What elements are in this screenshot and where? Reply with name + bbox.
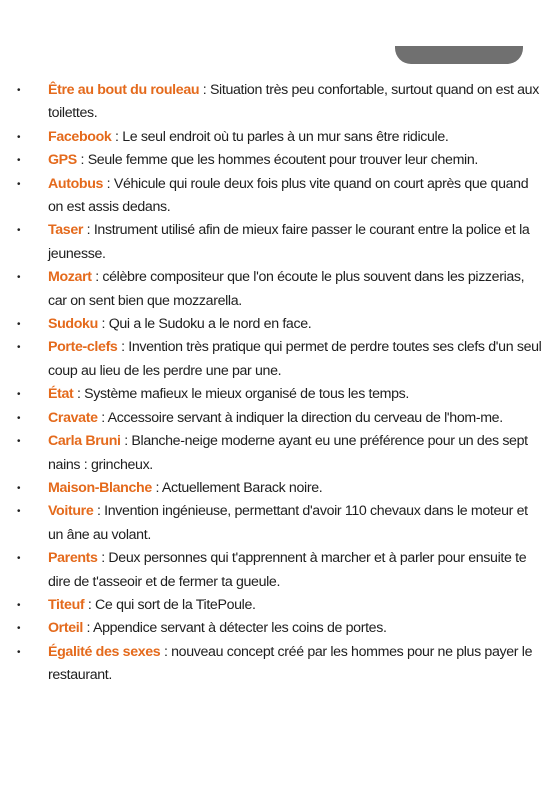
term: Parents [48, 550, 98, 567]
term: Autobus [48, 175, 104, 192]
bullet-icon: • [17, 599, 21, 611]
definition: : Système mafieux le mieux organisé de tous les temps. [73, 386, 410, 403]
list-item [14, 594, 544, 617]
definition: : Ce qui sort de la TitePoule. [84, 596, 256, 613]
definition: : Deux personnes qui t'apprennent à marcher et à parler pour ensuite te dire de t'asseoir et de fermer ta gueule. [48, 550, 527, 590]
definition: : Appendice servant à détecter les coins de portes. [82, 620, 387, 637]
definition: : Situation très peu confortable, surtout quand on est aux toilettes. [48, 82, 539, 122]
bullet-icon: • [17, 272, 21, 284]
term: Taser [48, 222, 84, 239]
definition-list [14, 79, 544, 688]
definition: : célèbre compositeur que l'on écoute le plus souvent dans les pizzerias, car on sent bien que mozzarella. [48, 269, 525, 309]
list-item [14, 617, 544, 640]
term: Sudoku [48, 316, 98, 333]
term: Cravate [48, 409, 98, 426]
term: Carla Bruni [48, 433, 121, 450]
list-item [14, 79, 544, 126]
term: Porte-clefs [48, 339, 118, 356]
list-item [14, 407, 544, 430]
list-item [14, 266, 544, 313]
definition: : Instrument utilisé afin de mieux faire passer le courant entre la police et la jeunesse. [48, 222, 530, 262]
definition: : Véhicule qui roule deux fois plus vite quand on court après que quand on est assis dedans. [48, 175, 529, 216]
bullet-icon: • [17, 178, 21, 190]
list-item [14, 219, 544, 266]
bullet-icon: • [17, 85, 21, 96]
bullet-icon: • [17, 131, 21, 143]
definition: : Qui a le Sudoku a le nord en face. [97, 316, 312, 333]
list-item [14, 149, 544, 172]
list-item [14, 383, 544, 406]
bullet-icon: • [17, 389, 21, 401]
list-item [14, 173, 544, 220]
bullet-icon: • [17, 553, 21, 565]
term: Mozart [48, 269, 92, 286]
term: État [48, 386, 74, 403]
bullet-icon: • [17, 319, 21, 331]
list-item [14, 430, 544, 477]
bullet-icon: • [17, 155, 21, 167]
definition: : Actuellement Barack noire. [151, 479, 323, 496]
term: Égalité des sexes [48, 643, 161, 660]
definition: : Invention très pratique qui permet de perdre toutes ses clefs d'un seul coup au lieu de les perdre une par une. [48, 339, 542, 379]
bullet-icon: • [17, 623, 21, 635]
term: GPS [48, 152, 77, 169]
definition: : nouveau concept créé par les hommes pour ne plus payer le restaurant. [48, 643, 533, 684]
list-item [14, 336, 544, 383]
bullet-icon: • [17, 436, 21, 448]
term: Être au bout du rouleau [48, 82, 200, 98]
bullet-icon: • [17, 342, 21, 354]
term: Facebook [48, 128, 112, 145]
definition: : Accessoire servant à indiquer la direction du cerveau de l'hom-me. [97, 409, 503, 426]
bullet-icon: • [17, 646, 21, 658]
bullet-icon: • [17, 482, 21, 494]
term: Orteil [48, 620, 83, 637]
bullet-icon: • [17, 506, 21, 518]
term: Maison-Blanche [48, 479, 152, 496]
term: Titeuf [48, 596, 85, 613]
list-item [14, 641, 544, 688]
list-item [14, 547, 544, 594]
list-item [14, 313, 544, 336]
bullet-icon: • [17, 225, 21, 237]
definition: : Le seul endroit où tu parles à un mur sans être ridicule. [111, 128, 449, 145]
list-item [14, 500, 544, 547]
term: Voiture [48, 503, 94, 520]
definition: : Blanche-neige moderne ayant eu une préférence pour un des sept nains : grincheux. [48, 433, 528, 473]
top-tab-decoration [395, 46, 523, 64]
bullet-icon: • [17, 412, 21, 424]
definition: : Seule femme que les hommes écoutent pour trouver leur chemin. [76, 152, 478, 169]
definition: : Invention ingénieuse, permettant d'avoir 110 chevaux dans le moteur et un âne au volant. [48, 503, 528, 543]
list-item [14, 477, 544, 500]
list-item [14, 126, 544, 149]
